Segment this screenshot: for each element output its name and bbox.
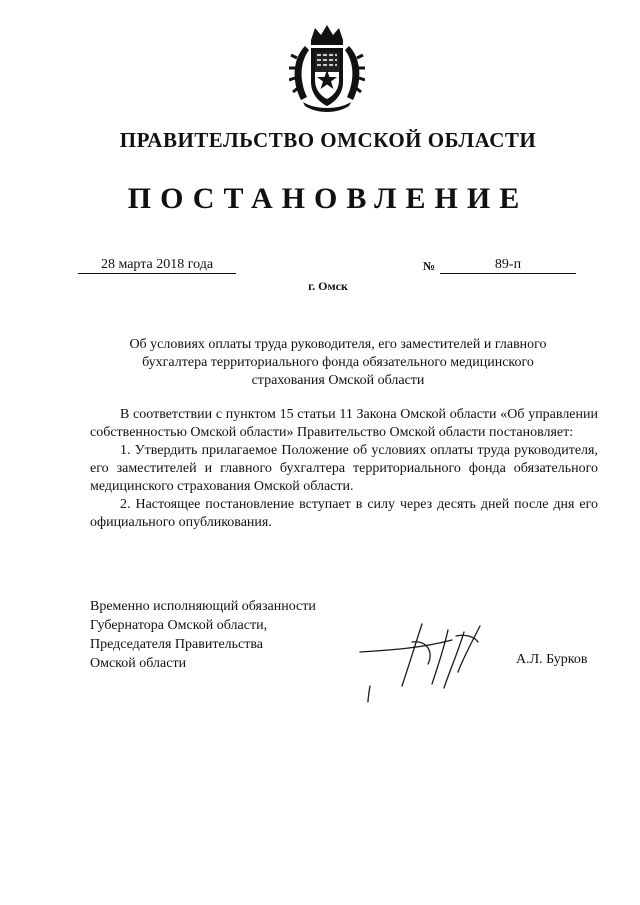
- subject-line: бухгалтера территориального фонда обязательного медицинского: [142, 355, 534, 370]
- position-line: Председателя Правительства: [90, 637, 264, 652]
- handwritten-signature: [352, 612, 502, 708]
- position-line: Губернатора Омской области,: [90, 618, 268, 633]
- subject-line: Об условиях оплаты труда руководителя, его заместителей и главного: [129, 337, 547, 352]
- signatory-position: [90, 597, 350, 673]
- signatory-name: А.Л. Бурков: [516, 652, 588, 667]
- body-paragraph: 1. Утвердить прилагаемое Положение об условиях оплаты труда руководителя, его заместителей и главного бухгалтера территориального фонда обязательного медицинского страхования Омской области.: [90, 443, 598, 494]
- subject-line: страхования Омской области: [251, 373, 425, 388]
- document-body: [90, 406, 598, 532]
- position-line: Временно исполняющий обязанности: [90, 599, 316, 614]
- position-line: Омской области: [90, 656, 187, 671]
- document-subject: [108, 336, 568, 390]
- government-title: ПРАВИТЕЛЬСТВО ОМСКОЙ ОБЛАСТИ: [119, 128, 537, 152]
- body-paragraph: В соответствии с пунктом 15 статьи 11 Закона Омской области «Об управлении собственностью Омской области» Правительство Омской области постановляет:: [90, 407, 598, 440]
- body-paragraph: 2. Настоящее постановление вступает в силу через десять дней после дня его официального опубликования.: [90, 497, 598, 530]
- document-date: 28 марта 2018 года: [78, 257, 236, 274]
- coat-of-arms-icon: [289, 22, 365, 114]
- document-number: 89-п: [440, 257, 576, 274]
- number-sign: №: [423, 259, 436, 273]
- document-type: ПОСТАНОВЛЕНИЕ: [127, 182, 529, 215]
- city: г. Омск: [308, 279, 348, 293]
